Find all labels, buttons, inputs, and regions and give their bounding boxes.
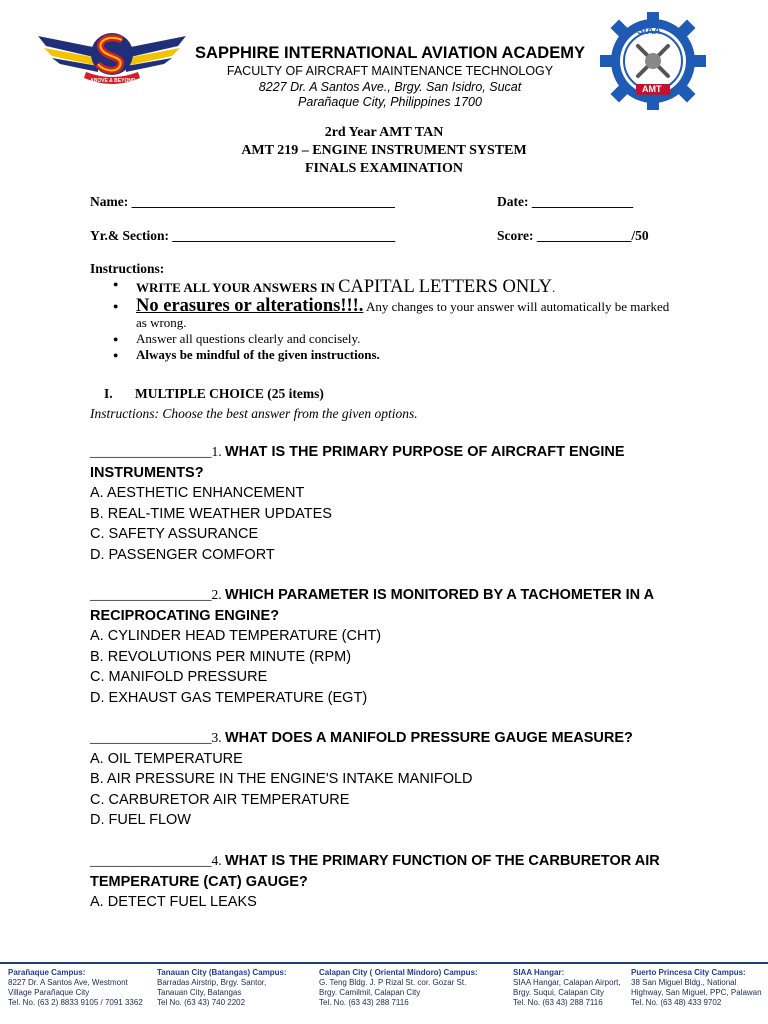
exam-year-line: 2rd Year AMT TAN <box>324 125 444 140</box>
question-3: __________________3. WHAT DOES A MANIFOLD PRESSURE GAUGE MEASURE? A. OIL TEMPERATURE B. AIR PRESSURE IN THE ENGINE'S INTAKE MANIFOLD C. CARBURETOR AIR TEMPERATURE D. FUEL FLOW <box>90 728 690 831</box>
footer-campus-tanauan: Tanauan City (Batangas) Campus: Barradas Airstrip, Brgy. Santor, Tanauan City, Batangas Tel No. (63 43) 740 2202 <box>157 968 287 1007</box>
capital-letters-emphasis: CAPITAL LETTERS ONLY <box>338 277 553 297</box>
footer-divider <box>0 962 768 964</box>
option-1c: C. SAFETY ASSURANCE <box>90 526 259 543</box>
faculty-name: FACULTY OF AIRCRAFT MAINTENANCE TECHNOLOGY <box>226 64 554 78</box>
address-line-1: 8227 Dr. A Santos Ave., Brgy. San Isidro, Sucat <box>258 80 522 94</box>
section-title: I. MULTIPLE CHOICE (25 items) <box>104 386 324 401</box>
section-numeral: I. <box>104 386 113 401</box>
answer-blank-2[interactable]: __________________ <box>90 587 212 602</box>
answer-blank-3[interactable]: __________________ <box>90 730 212 745</box>
footer-campus-calapan: Calapan City ( Oriental Mindoro) Campus: G. Teng Bldg. J. P Rizal St. cor. Gozar St. Brgy. Camilmil, Calapan City Tel. No. (63 43) 288 7116 <box>319 968 478 1007</box>
question-text-1: WHAT IS THE PRIMARY PURPOSE OF AIRCRAFT ENGINE INSTRUMENTS? <box>90 444 625 481</box>
question-1: __________________1. WHAT IS THE PRIMARY PURPOSE OF AIRCRAFT ENGINE INSTRUMENTS? A. AESTHETIC ENHANCEMENT B. REAL-TIME WEATHER UPDATES C. SAFETY ASSURANCE D. PASSENGER COMFORT <box>90 442 690 566</box>
option-3d: D. FUEL FLOW <box>90 812 191 829</box>
instruction-item-3: ● Answer all questions clearly and concisely. <box>113 331 673 347</box>
date-field[interactable]: Date: _______________ <box>497 194 634 209</box>
instruction-item-2: ● No erasures or alterations!!!. Any changes to your answer will automatically be marked as wrong. <box>113 298 673 331</box>
question-4: __________________4. WHAT IS THE PRIMARY FUNCTION OF THE CARBURETOR AIR TEMPERATURE (CAT) GAUGE? A. DETECT FUEL LEAKS <box>90 851 690 913</box>
instruction-item-1: ● WRITE ALL YOUR ANSWERS IN CAPITAL LETTERS ONLY. <box>113 276 673 296</box>
section-instructions: Instructions: Choose the best answer from the given options. <box>90 406 418 421</box>
question-text-3: WHAT DOES A MANIFOLD PRESSURE GAUGE MEASURE? <box>225 730 633 746</box>
option-2d: D. EXHAUST GAS TEMPERATURE (EGT) <box>90 689 368 706</box>
option-1b: B. REAL-TIME WEATHER UPDATES <box>90 505 332 522</box>
logo-top-text: SIAA <box>637 26 661 37</box>
exam-course: AMT 219 – ENGINE INSTRUMENT SYSTEM <box>241 143 527 158</box>
footer-campus-paranaque: Parañaque Campus: 8227 Dr. A Santos Ave, Westmont Village Parañaque City Tel. No. (63 2) 8833 9105 / 7091 3362 <box>8 968 143 1007</box>
instructions-heading: Instructions: <box>90 261 165 276</box>
exam-type: FINALS EXAMINATION <box>304 161 464 176</box>
option-2a: A. CYLINDER HEAD TEMPERATURE (CHT) <box>90 628 382 645</box>
address-line-2: Parañaque City, Philippines 1700 <box>298 95 482 109</box>
answer-blank-1[interactable]: __________________ <box>90 444 212 459</box>
option-3a: A. OIL TEMPERATURE <box>90 750 243 767</box>
footer-campus-puerto-princesa: Puerto Princesa City Campus: 38 San Miguel Bldg., National Highway, San Miguel, PPC, Palawan Tel. No. (63 48) 433 9702 <box>631 968 762 1007</box>
option-3b: B. AIR PRESSURE IN THE ENGINE'S INTAKE MANIFOLD <box>90 771 473 788</box>
section-field[interactable]: Yr.& Section: _________________________________ <box>90 228 396 243</box>
option-1d: D. PASSENGER COMFORT <box>90 546 275 563</box>
answer-blank-4[interactable]: __________________ <box>90 853 212 868</box>
question-text-4: WHAT IS THE PRIMARY FUNCTION OF THE CARBURETOR AIR TEMPERATURE (CAT) GAUGE? <box>90 853 660 890</box>
name-field[interactable]: Name: _______________________________________ <box>90 194 395 209</box>
option-4a: A. DETECT FUEL LEAKS <box>90 894 257 911</box>
option-3c: C. CARBURETOR AIR TEMPERATURE <box>90 791 350 808</box>
no-erasures-emphasis: No erasures or alterations!!!. <box>136 296 364 316</box>
question-2: __________________2. WHICH PARAMETER IS MONITORED BY A TACHOMETER IN A RECIPROCATING ENGINE? A. CYLINDER HEAD TEMPERATURE (CHT) B. REVOLUTIONS PER MINUTE (RPM) C. MANIFOLD PRESSURE D. EXHAUST GAS TEMPERATURE (EGT) <box>90 585 690 709</box>
option-2c: C. MANIFOLD PRESSURE <box>90 669 268 686</box>
score-field[interactable]: Score: ______________/50 <box>497 228 649 243</box>
instruction-item-4: ● Always be mindful of the given instructions. <box>113 347 673 363</box>
instructions-list <box>113 276 673 363</box>
logo-bottom-text: AMT <box>642 84 662 94</box>
option-1a: A. AESTHETIC ENHANCEMENT <box>90 485 305 502</box>
footer-siaa-hangar: SIAA Hangar: SIAA Hangar, Calapan Airport, Brgy. Suqui, Calapan City Tel. No. (63 43) 288 7116 <box>513 968 621 1007</box>
academy-name: SAPPHIRE INTERNATIONAL AVIATION ACADEMY <box>195 44 585 62</box>
option-2b: B. REVOLUTIONS PER MINUTE (RPM) <box>90 648 352 665</box>
logo-banner-text: ABOVE & BEYOND <box>90 78 136 84</box>
question-text-2: WHICH PARAMETER IS MONITORED BY A TACHOMETER IN A RECIPROCATING ENGINE? <box>90 587 654 624</box>
